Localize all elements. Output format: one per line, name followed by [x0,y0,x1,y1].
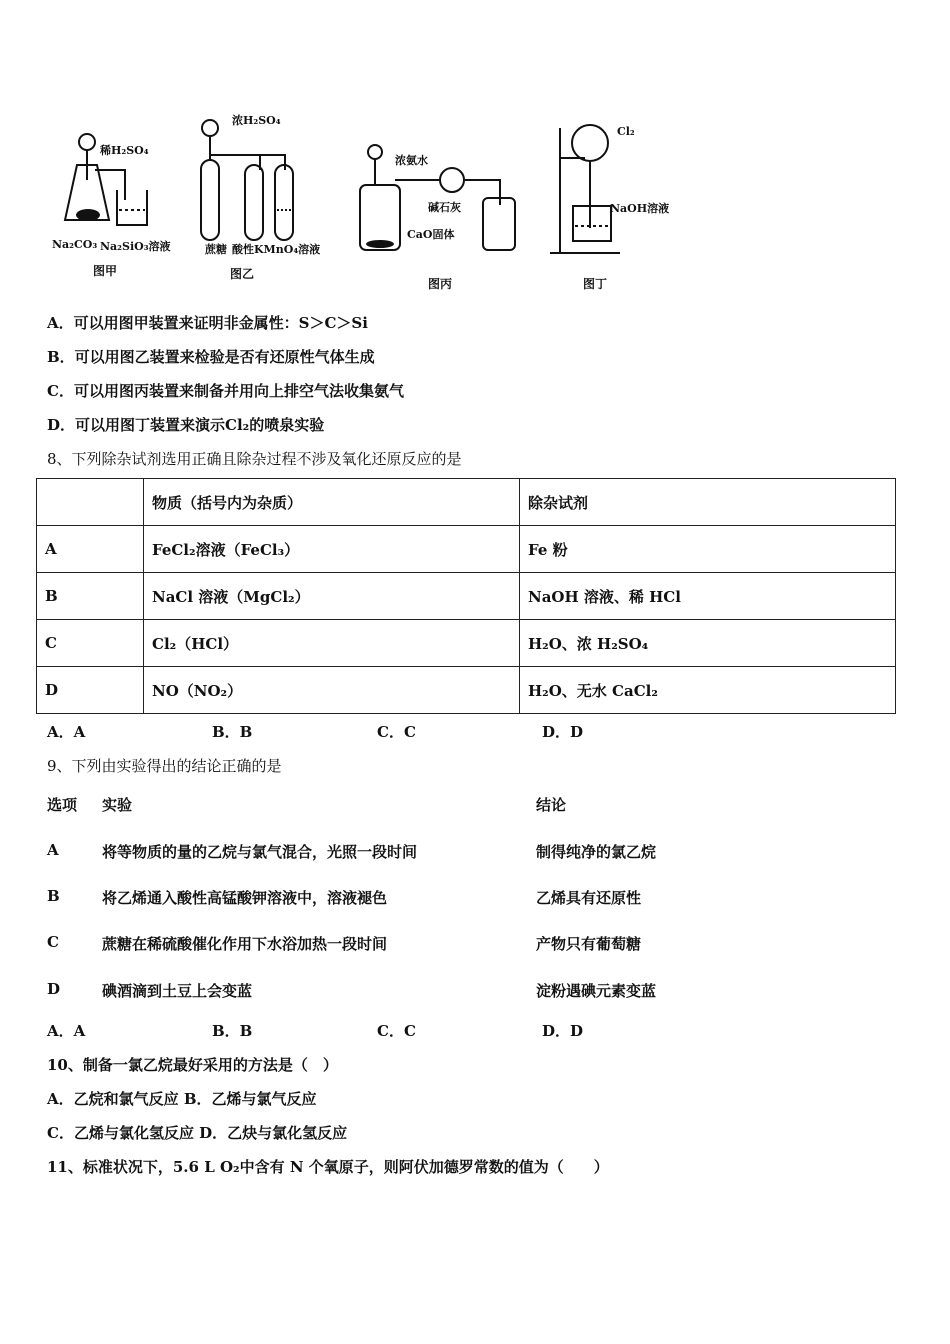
bing-label-2: 碱石灰 [428,201,461,214]
q9-row-c-label: C [47,933,59,951]
q8-answer-d: D．D [542,723,584,741]
q9-row-b-label: B [47,887,60,905]
q9-header-conclusion: 结论 [536,796,567,814]
table-cell: H₂O、无水 CaCl₂ [520,667,896,714]
table-row [37,620,896,667]
jia-label-3: Na₂SiO₃溶液 [100,240,171,253]
bing-label-1: 浓氨水 [395,154,428,167]
q9-answer-d: D．D [542,1022,584,1040]
table-cell: FeCl₂溶液（FeCl₃） [144,526,520,573]
q9-answer-a: A．A [47,1022,86,1040]
table-cell: D [37,667,144,714]
q9-row-a-experiment: 将等物质的量的乙烷与氯气混合，光照一段时间 [102,843,418,861]
q8-stem: 8、下列除杂试剂选用正确且除杂过程不涉及氧化还原反应的是 [47,450,462,468]
q9-row-d-experiment: 碘酒滴到土豆上会变蓝 [102,982,253,1000]
q9-row-c-conclusion: 产物只有葡萄糖 [536,935,642,953]
table-cell: H₂O、浓 H₂SO₄ [520,620,896,667]
table-cell: Fe 粉 [520,526,896,573]
jia-label-2: Na₂CO₃ [52,238,98,251]
q9-row-d-label: D [47,980,61,998]
q9-row-a-label: A [47,841,59,859]
yi-label-3: 酸性KMnO₄溶液 [232,243,321,256]
table-cell [37,479,144,526]
q7-option-d: D．可以用图丁装置来演示Cl₂的喷泉实验 [47,416,325,434]
q8-answer-a: A．A [47,723,86,741]
q9-header-experiment: 实验 [102,796,133,814]
table-cell: C [37,620,144,667]
ding-label-2: NaOH溶液 [610,202,670,215]
q9-header-option: 选项 [47,796,78,814]
q10-stem: 10、制备一氯乙烷最好采用的方法是（ ） [47,1056,338,1074]
table-row [37,573,896,620]
q11-stem: 11、标准状况下，5.6 L O₂中含有 N 个氧原子，则阿伏加德罗常数的值为（ ） [47,1158,609,1176]
q9-row-b-conclusion: 乙烯具有还原性 [536,889,642,907]
table-cell: 物质（括号内为杂质） [144,479,520,526]
jia-label-1: 稀H₂SO₄ [100,144,149,157]
bing-caption: 图丙 [428,277,453,291]
table-cell: NaCl 溶液（MgCl₂） [144,573,520,620]
ding-caption: 图丁 [583,277,608,291]
q9-row-b-experiment: 将乙烯通入酸性高锰酸钾溶液中，溶液褪色 [102,889,388,907]
table-row [37,667,896,714]
table-row [37,526,896,573]
q9-row-d-conclusion: 淀粉遇碘元素变蓝 [536,982,657,1000]
yi-label-1: 浓H₂SO₄ [232,114,281,127]
q7-option-c: C．可以用图丙装置来制备并用向上排空气法收集氨气 [47,382,404,400]
q9-answer-b: B．B [212,1022,253,1040]
table-cell: Cl₂（HCl） [144,620,520,667]
q8-answer-c: C．C [377,723,416,741]
yi-label-2: 蔗糖 [205,243,227,256]
table-cell: 除杂试剂 [520,479,896,526]
q8-table [36,478,896,714]
q7-option-a: A．可以用图甲装置来证明非金属性：S＞C＞Si [47,314,368,332]
q10-options-line1: A．乙烷和氯气反应 B．乙烯与氯气反应 [47,1090,317,1108]
q8-answer-b: B．B [212,723,253,741]
q7-option-b: B．可以用图乙装置来检验是否有还原性气体生成 [47,348,375,366]
q9-answer-c: C．C [377,1022,416,1040]
table-header-row [37,479,896,526]
table-cell: B [37,573,144,620]
table-cell: NO（NO₂） [144,667,520,714]
ding-label-1: Cl₂ [617,125,635,138]
yi-caption: 图乙 [230,267,255,281]
jia-caption: 图甲 [93,264,118,278]
apparatus-yi-icon [185,110,315,250]
q9-stem: 9、下列由实验得出的结论正确的是 [47,757,282,775]
bing-label-3: CaO固体 [407,228,455,241]
q9-row-c-experiment: 蔗糖在稀硫酸催化作用下水浴加热一段时间 [102,935,388,953]
table-cell: NaOH 溶液、稀 HCl [520,573,896,620]
q9-row-a-conclusion: 制得纯净的氯乙烷 [536,843,657,861]
apparatus-ding-icon [545,118,655,263]
q10-options-line2: C．乙烯与氯化氢反应 D．乙炔与氯化氢反应 [47,1124,348,1142]
table-cell: A [37,526,144,573]
